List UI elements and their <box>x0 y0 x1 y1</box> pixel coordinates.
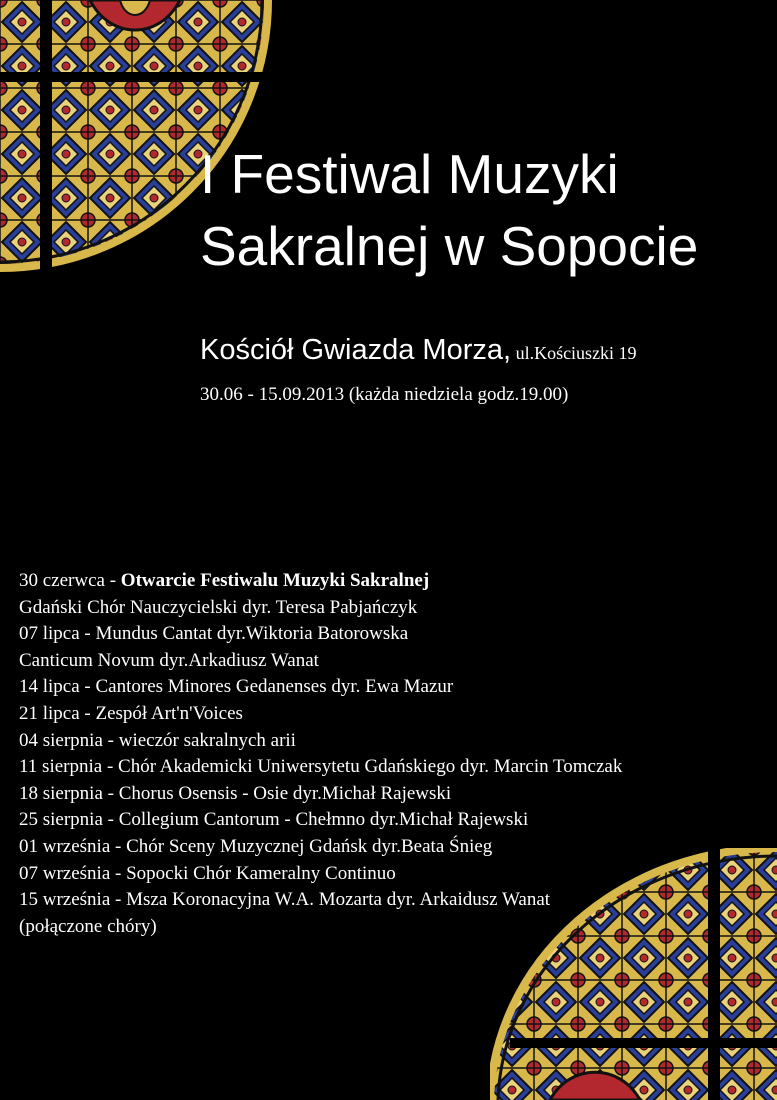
festival-title <box>200 138 698 282</box>
festival-dates: 30.06 - 15.09.2013 (każda niedziela godz.19.00) <box>200 384 569 405</box>
venue-name: Kościół Gwiazda Morza, <box>200 334 512 366</box>
title-line-2: Sakralnej w Sopocie <box>200 215 699 277</box>
schedule-item: (połączone chóry) <box>19 915 157 937</box>
schedule-item: 11 sierpnia - Chór Akademicki Uniwersytetu Gdańskiego dyr. Marcin Tomczak <box>19 756 623 778</box>
opening-concert-title: Otwarcie Festiwalu Muzyki Sakralnej <box>120 570 430 591</box>
schedule-item: 30 czerwca - Otwarcie Festiwalu Muzyki Sakralnej <box>19 570 430 591</box>
schedule-item: 04 sierpnia - wieczór sakralnych arii <box>19 729 296 751</box>
schedule-item: 07 września - Sopocki Chór Kameralny Continuo <box>19 862 396 884</box>
venue-address: ul.Kościuszki 19 <box>515 343 637 363</box>
schedule-item: 07 lipca - Mundus Cantat dyr.Wiktoria Batorowska <box>19 623 409 645</box>
schedule-item: 18 sierpnia - Chorus Osensis - Osie dyr.Michał Rajewski <box>19 782 452 804</box>
schedule-item: 25 sierpnia - Collegium Cantorum - Chełmno dyr.Michał Rajewski <box>19 809 529 831</box>
title-line-1: I Festiwal Muzyki <box>200 143 619 205</box>
schedule-item: Gdański Chór Nauczycielski dyr. Teresa Pabjańczyk <box>19 596 418 618</box>
schedule-item: 14 lipca - Cantores Minores Gedanenses dyr. Ewa Mazur <box>19 676 454 698</box>
schedule-item: 15 września - Msza Koronacyjna W.A. Mozarta dyr. Arkaidusz Wanat <box>19 889 551 911</box>
concert-schedule <box>19 568 622 940</box>
schedule-item: 21 lipca - Zespół Art'n'Voices <box>19 702 243 724</box>
schedule-item: 01 września - Chór Sceny Muzycznej Gdańsk dyr.Beata Śnieg <box>19 835 493 857</box>
schedule-item: Canticum Novum dyr.Arkadiusz Wanat <box>19 649 319 671</box>
venue <box>200 330 637 373</box>
